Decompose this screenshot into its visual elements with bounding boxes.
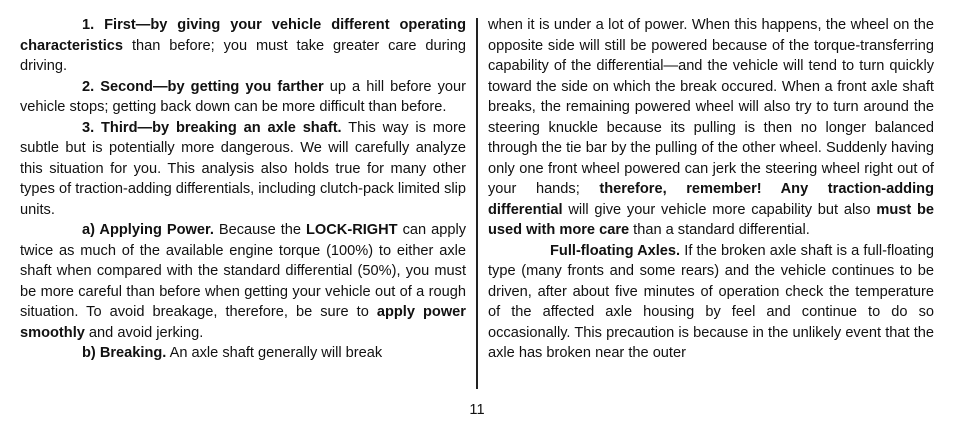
heading-applying-power: a) Applying Power. [82, 222, 214, 238]
paragraph-applying-power [20, 220, 466, 343]
paragraph-second-text: up a hill before your vehicle stops; getting back down can be more difficult than before. [20, 78, 466, 115]
right-column [488, 15, 934, 364]
page-number: 11 [469, 402, 485, 418]
paragraph-breaking-text: An axle shaft generally will break [166, 345, 383, 361]
applying-power-text-1: Because the [213, 222, 306, 238]
continued-text-2: will give your vehicle more capability but also [562, 201, 877, 218]
paragraph-full-floating-text: If the broken axle shaft is a full-floating type (many fronts and some rears) and the vehicle continues to be driven, after about five minutes of operation check the temperature of the affected axle housing by feel and continue to do so occasionally. This precaution is because in the unlikely event that the axle has broken near the outer [488, 242, 934, 361]
paragraph-first [20, 15, 466, 77]
heading-full-floating: Full-floating Axles. [550, 242, 681, 259]
apply-power-smoothly-term: apply power smoothly [20, 304, 466, 341]
heading-first: 1. First—by giving your vehicle different operating characteristics [20, 17, 466, 54]
applying-power-text-3: and avoid jerking. [84, 324, 204, 341]
applying-power-text-2: can apply twice as much of the available engine torque (100%) to either axle shaft when compared with the standard differential (50%), you must be more careful than before when getting your vehicle out of a rough situation. To avoid breakage, therefore, be sure to [20, 222, 467, 320]
heading-second: 2. Second—by getting you farther [82, 78, 324, 95]
continued-text-1: when it is under a lot of power. When this happens, the wheel on the opposite side will still be powered because of the torque-transferring capability of the differential—and the vehicle will tend to turn quickly toward the side on which the break occured. When a front axle shaft breaks, the remaining powered wheel will also try to turn around the steering knuckle because its pulling is then no longer balanced through the tie bar by the pulling of the other wheel. Suddenly having only one front wheel powered can jerk the steering wheel right out of your hands; [488, 17, 934, 197]
paragraph-continued [488, 15, 934, 241]
heading-third: 3. Third—by breaking an axle shaft. [82, 119, 342, 136]
paragraph-second [20, 77, 466, 118]
paragraph-first-text: than before; you must take greater care during driving. [20, 37, 466, 74]
paragraph-third-text: This way is more subtle but is potentially more dangerous. We will carefully analyze this situation for you. This analysis also holds true for many other types of traction-adding differentials, including clutch-pack limited slip units. [20, 119, 467, 218]
paragraph-third [20, 118, 466, 221]
paragraph-breaking [20, 343, 466, 364]
heading-breaking: b) Breaking. [82, 345, 167, 361]
column-divider [476, 18, 478, 389]
used-with-care-warning: must be used with more care [488, 201, 935, 238]
paragraph-full-floating [488, 241, 934, 364]
remember-warning: therefore, remember! Any traction-adding differential [488, 181, 934, 218]
left-column [20, 15, 466, 364]
continued-text-3: than a standard differential. [629, 222, 810, 238]
lock-right-term: LOCK-RIGHT [305, 222, 398, 238]
